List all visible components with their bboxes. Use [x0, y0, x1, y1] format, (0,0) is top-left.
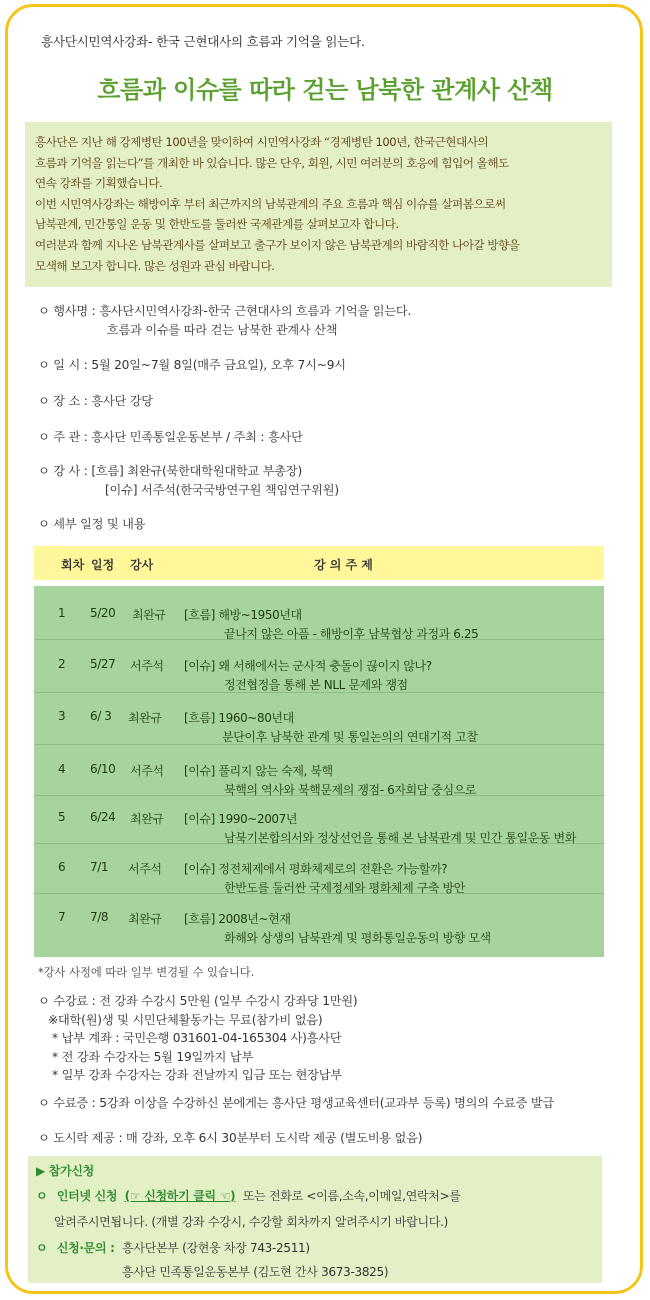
- bullet: ㅇ: [36, 1189, 48, 1203]
- schedule-row: [34, 594, 604, 640]
- row-date: 5/20: [90, 606, 116, 620]
- schedule-row: [34, 750, 604, 796]
- row-topic-sub: 한반도를 둘러싼 국제정세와 평화체제 구축 방안: [224, 881, 465, 895]
- row-topic-main: [흐름] 해방~1950년대: [184, 608, 302, 622]
- event-name: [38, 302, 411, 340]
- row-topic-sub: 화해와 상생의 남북관계 및 평화통일운동의 방향 모색: [224, 931, 491, 945]
- fee-section: [38, 992, 357, 1085]
- change-notice: *강사 사정에 따라 일부 변경될 수 있습니다.: [38, 966, 255, 979]
- series-header: 흥사단시민역사강좌- 한국 근현대사의 흐름과 기억을 읽는다.: [41, 34, 365, 49]
- registration-heading: ▶ 참가신청: [36, 1164, 94, 1178]
- apply-link[interactable]: (☞ 신청하기 클릭 ☜): [124, 1189, 236, 1203]
- intro-line: 연속 강좌를 기획했습니다.: [35, 176, 163, 191]
- schedule-row: [34, 798, 604, 844]
- row-lecturer: 서주석: [130, 764, 164, 778]
- col-header-date: 일정: [91, 558, 115, 572]
- internet-line: [36, 1187, 461, 1204]
- event-name-line: ㅇ 행사명 : 흥사단시민역사강좌-한국 근현대사의 흐름과 기억을 읽는다.: [38, 304, 412, 318]
- row-no: 5: [58, 810, 66, 824]
- free-notice: ※대학(원)생 및 시민단체활동가는 무료(참가비 없음): [48, 1012, 323, 1027]
- internet-instruction-cont: 알려주시면됩니다. (개별 강좌 수강시, 수강할 회차까지 알려주시기 바랍니다.): [54, 1215, 448, 1229]
- col-header-topic: 강 의 주 제: [314, 558, 373, 572]
- schedule-row: [34, 699, 604, 745]
- inquiry-contact: 흥사단본부 (강현웅 차장 743-2511): [122, 1241, 310, 1255]
- inquiry-label: 신청·문의 :: [56, 1241, 115, 1255]
- row-topic-sub: 분단이후 남북한 관계 및 통일논의의 연대기적 고찰: [222, 730, 478, 744]
- schedule-header: [34, 546, 604, 580]
- row-topic-main: [이슈] 왜 서해에서는 군사적 충돌이 끊이지 않나?: [184, 659, 432, 673]
- bank-account: * 납부 계좌 : 국민은행 031601-04-165304 사)흥사단: [52, 1031, 342, 1046]
- intro-line: 흐름과 기억을 읽는다”를 개최한 바 있습니다. 많은 단우, 회원, 시민 여러분의 호응에 힘입어 올해도: [35, 155, 509, 170]
- row-no: 4: [58, 762, 66, 776]
- lecturer-line: ㅇ 강 사 : [흐름] 최완규(북한대학원대학교 부총장): [38, 464, 303, 478]
- row-no: 6: [58, 860, 66, 874]
- detail-heading: ㅇ 세부 일정 및 내용: [38, 517, 146, 531]
- certificate-line: ㅇ 수료증 : 5강좌 이상을 수강하신 분에게는 흥사단 평생교육센터(교과부 등록) 명의의 수료증 발급: [38, 1096, 555, 1110]
- row-topic-sub: 끝나지 않은 아픔 - 해방이후 남북협상 과정과 6.25: [224, 627, 479, 641]
- row-lecturer: 최완규: [130, 812, 164, 826]
- row-date: 6/ 3: [90, 709, 112, 723]
- row-topic-main: [흐름] 2008년~현재: [184, 912, 291, 926]
- row-no: 1: [58, 606, 66, 620]
- registration-box: [28, 1156, 602, 1283]
- schedule-row: [34, 848, 604, 894]
- row-date: 5/27: [90, 657, 116, 671]
- row-no: 7: [58, 910, 66, 924]
- row-no: 3: [58, 709, 66, 723]
- row-no: 2: [58, 657, 66, 671]
- intro-box: [25, 122, 612, 287]
- lunch-line: ㅇ 도시락 제공 : 매 강좌, 오후 6시 30분부터 도시락 제공 (별도비용 없음): [38, 1131, 423, 1145]
- row-date: 6/10: [90, 762, 116, 776]
- row-date: 6/24: [90, 810, 116, 824]
- event-host: ㅇ 주 관 : 흥사단 민족통일운동본부 / 주최 : 흥사단: [38, 430, 303, 444]
- event-date: ㅇ 일 시 : 5월 20일~7월 8일(매주 금요일), 오후 7시~9시: [38, 358, 346, 372]
- partial-payment: * 일부 강좌 수강자는 강좌 전날까지 입금 또는 현장납부: [52, 1068, 342, 1083]
- col-header-lecturer: 강사: [130, 558, 154, 572]
- intro-line: 모색해 보고자 합니다. 많은 성원과 관심 바랍니다.: [35, 258, 275, 273]
- inquiry-contact: 흥사단 민족통일운동본부 (김도현 간사 3673-3825): [122, 1265, 389, 1279]
- fee-line: ㅇ 수강료 : 전 강좌 수강시 5만원 (일부 수강시 강좌당 1만원): [38, 994, 358, 1008]
- row-topic-main: [이슈] 정전체제에서 평화체제로의 전환은 가능할까?: [184, 862, 448, 876]
- schedule-row: [34, 898, 604, 944]
- payment-deadline: * 전 강좌 수강자는 5월 19일까지 납부: [52, 1049, 254, 1064]
- event-name-subline: 흐름과 이슈를 따라 걷는 남북한 관계사 산책: [107, 323, 338, 337]
- event-lecturers: [38, 462, 339, 500]
- row-topic-sub: 북핵의 역사와 북핵문제의 쟁점- 6자회담 중심으로: [224, 783, 477, 797]
- schedule-row: [34, 647, 604, 693]
- row-lecturer: 최완규: [132, 608, 166, 622]
- intro-line: 남북관계, 민간통일 운동 및 한반도를 둘러싼 국제관계를 살펴보고자 합니다.: [35, 217, 399, 232]
- col-header-no: 회차: [61, 558, 85, 572]
- inquiry-line: [36, 1239, 310, 1256]
- intro-line: 흥사단은 지난 해 강제병탄 100년을 맞이하여 시민역사강좌 “경제병탄 100년, 한국근현대사의: [35, 135, 489, 149]
- row-date: 7/8: [90, 910, 109, 924]
- page-title: 흐름과 이슈를 따라 걷는 남북한 관계사 산책: [97, 76, 553, 104]
- intro-line: 이번 시민역사강좌는 해방이후 부터 최근까지의 남북관계의 주요 흐름과 핵심 이슈를 살펴봄으로써: [35, 196, 506, 211]
- row-topic-sub: 남북기본합의서와 정상선언을 통해 본 남북관계 및 민간 통일운동 변화: [224, 831, 576, 845]
- row-topic-sub: 정전협정을 통해 본 NLL 문제와 쟁점: [224, 678, 408, 692]
- row-lecturer: 최완규: [128, 711, 162, 725]
- intro-line: 여러분과 함께 지나온 남북관계사를 살펴보고 출구가 보이지 않은 남북관계의 바람직한 나아갈 방향을: [35, 237, 520, 252]
- internet-label: 인터넷 신청: [56, 1189, 118, 1203]
- lecturer-line: [이슈] 서주석(한국국방연구원 책임연구위원): [105, 483, 339, 497]
- row-lecturer: 최완규: [128, 912, 162, 926]
- row-lecturer: 서주석: [128, 862, 162, 876]
- bullet: ㅇ: [36, 1241, 48, 1255]
- row-topic-main: [흐름] 1960~80년대: [184, 711, 294, 725]
- row-topic-main: [이슈] 1990~2007년: [184, 812, 298, 826]
- event-place: ㅇ 장 소 : 흥사단 강당: [38, 394, 153, 408]
- internet-instruction: 또는 전화로 <이름,소속,이메일,연락처>를: [242, 1189, 461, 1203]
- schedule-table: [34, 586, 604, 957]
- row-topic-main: [이슈] 풀리지 않는 숙제, 북핵: [184, 764, 333, 778]
- row-lecturer: 서주석: [130, 659, 164, 673]
- row-date: 7/1: [90, 860, 109, 874]
